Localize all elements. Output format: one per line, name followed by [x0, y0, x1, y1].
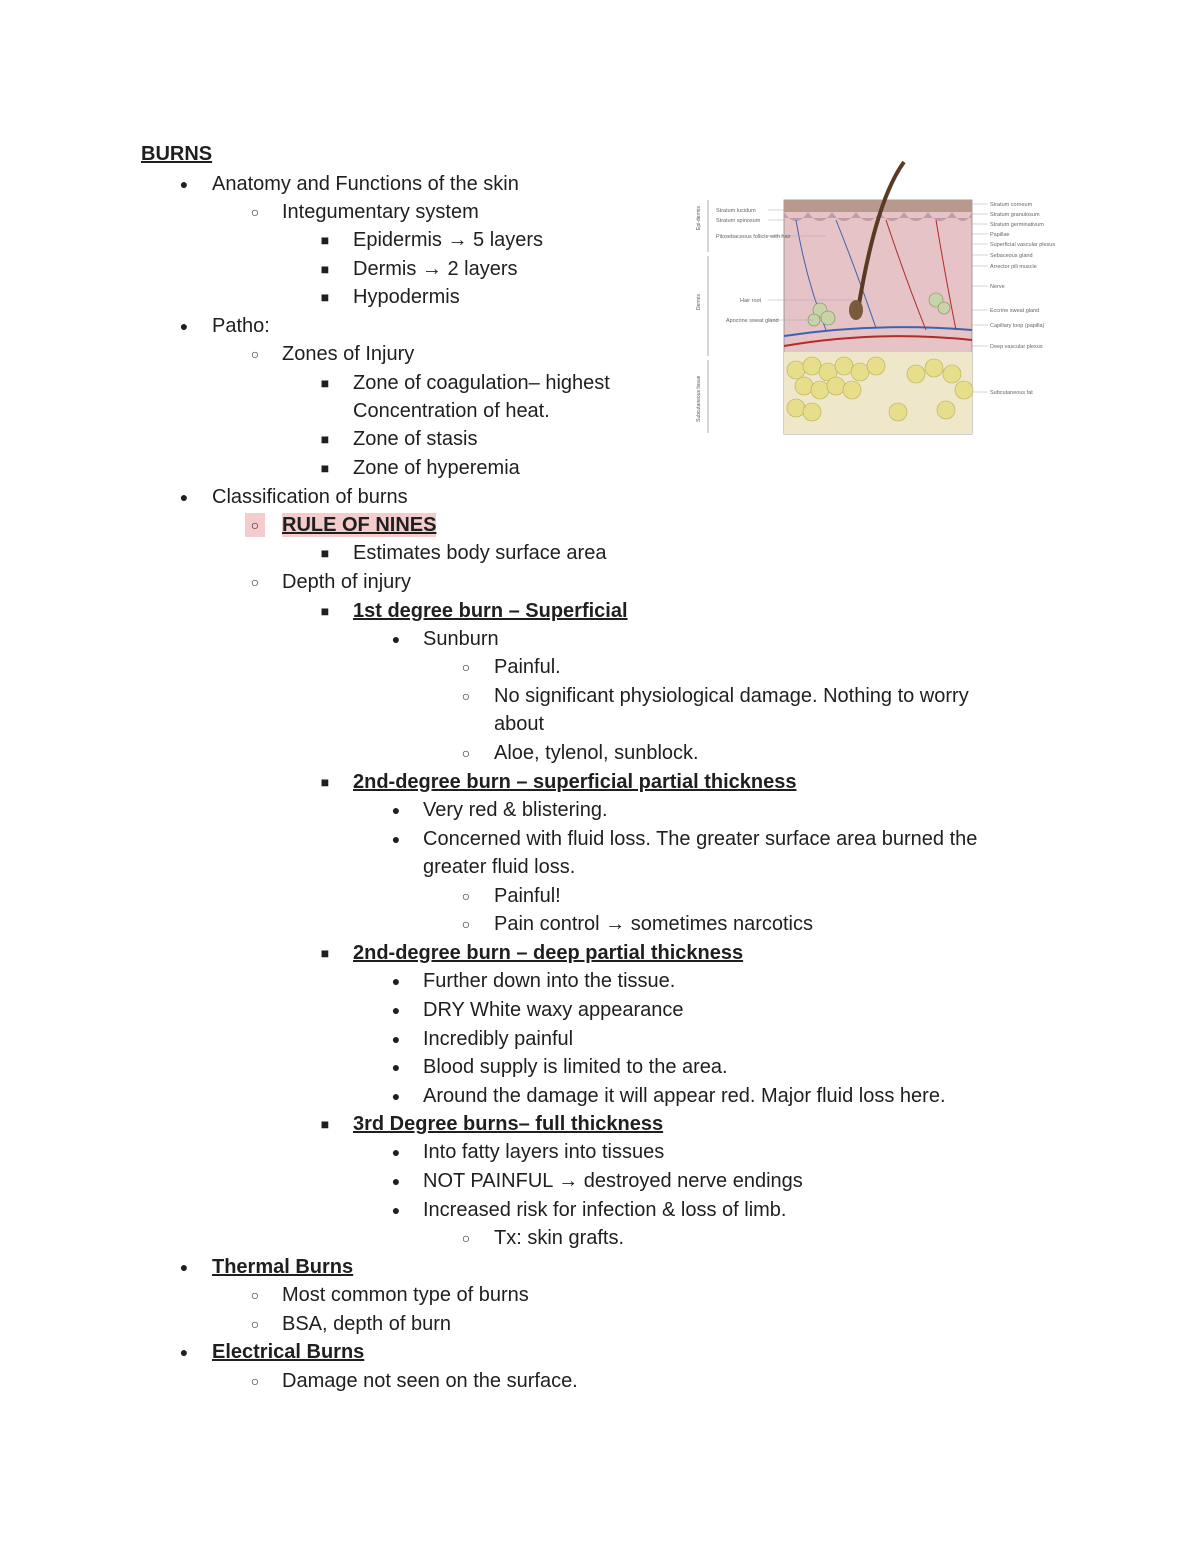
- outline-item: 2nd-degree burn – superficial partial thickness: [353, 771, 797, 793]
- outline-item: Zone of stasis: [353, 428, 478, 450]
- outline-item: Zone of coagulation– highest: [353, 372, 610, 394]
- callout-left-3: Pilosebaceous follicle with hair: [716, 234, 791, 240]
- bullet-marker: ■: [320, 774, 330, 790]
- bullet-marker: ●: [391, 1059, 401, 1075]
- bullet-marker: ■: [320, 261, 330, 277]
- skin-anatomy-figure: [686, 160, 1076, 438]
- bullet-marker: ●: [179, 1344, 189, 1360]
- figure-label-subcutaneous: Subcutaneous tissue: [696, 375, 702, 422]
- outline-item: Incredibly painful: [423, 1028, 574, 1050]
- bullet-marker: ■: [320, 945, 330, 961]
- outline-item: Zone of hyperemia: [353, 457, 520, 479]
- outline-item: Sunburn: [423, 628, 499, 650]
- bullet-marker: ●: [179, 318, 189, 334]
- bullet-marker: ■: [320, 289, 330, 305]
- outline-item: Hypodermis: [353, 286, 460, 308]
- bullet-marker: ○: [461, 888, 471, 904]
- outline-item: RULE OF NINES: [282, 514, 437, 536]
- outline-item: Pain control → sometimes narcotics: [494, 913, 814, 935]
- bullet-marker: ●: [391, 973, 401, 989]
- outline-item: Depth of injury: [282, 571, 411, 593]
- bullet-marker: ○: [461, 745, 471, 761]
- outline-item: Damage not seen on the surface.: [282, 1370, 578, 1392]
- bullet-marker: ○: [250, 1287, 260, 1303]
- callout-right-12: Subcutaneous fat: [990, 390, 1033, 396]
- page-title: BURNS: [141, 143, 213, 165]
- outline-item: Most common type of burns: [282, 1284, 529, 1306]
- callout-right-8: Nerve: [990, 284, 1005, 290]
- bullet-marker: ●: [391, 1144, 401, 1160]
- figure-label-dermis: Dermis: [696, 294, 702, 310]
- bullet-marker: ●: [391, 631, 401, 647]
- bullet-marker: ○: [250, 1373, 260, 1389]
- outline-item: about: [494, 713, 545, 735]
- callout-right-7: Arrector pili muscle: [990, 264, 1037, 270]
- bullet-marker: ●: [179, 176, 189, 192]
- callout-right-9: Eccrine sweat gland: [990, 308, 1040, 314]
- callout-left-4: Hair root: [740, 298, 762, 304]
- bullet-marker: ○: [461, 916, 471, 932]
- bullet-marker: ■: [320, 375, 330, 391]
- bullet-marker: ■: [320, 460, 330, 476]
- outline-item: Classification of burns: [212, 486, 408, 508]
- bullet-marker: ○: [461, 688, 471, 704]
- outline-item: DRY White waxy appearance: [423, 999, 684, 1021]
- bullet-marker: ●: [179, 1259, 189, 1275]
- outline-item: Epidermis → 5 layers: [353, 229, 544, 251]
- outline-item: Painful!: [494, 885, 561, 907]
- bullet-marker: ●: [391, 1088, 401, 1104]
- callout-left-1: Stratum lucidum: [716, 208, 756, 214]
- bullet-marker: ●: [391, 1031, 401, 1047]
- bullet-marker: ■: [320, 1116, 330, 1132]
- outline-item: Estimates body surface area: [353, 542, 607, 564]
- bullet-marker: ○: [250, 574, 260, 590]
- bullet-marker: ■: [320, 431, 330, 447]
- outline-item: Tx: skin grafts.: [494, 1227, 625, 1249]
- bullet-marker: ●: [391, 831, 401, 847]
- outline-item: Increased risk for infection & loss of limb.: [423, 1199, 787, 1221]
- outline-item: No significant physiological damage. Nothing to worry: [494, 685, 969, 707]
- outline-item: Integumentary system: [282, 201, 479, 223]
- bullet-marker: ■: [320, 232, 330, 248]
- outline-item: Aloe, tylenol, sunblock.: [494, 742, 699, 764]
- outline-item: NOT PAINFUL → destroyed nerve endings: [423, 1170, 803, 1192]
- callout-left-5: Apocrine sweat gland: [726, 318, 779, 324]
- bullet-marker: ○: [461, 659, 471, 675]
- outline-item: Further down into the tissue.: [423, 970, 676, 992]
- bullet-marker: ○: [250, 204, 260, 220]
- bullet-marker: ●: [391, 1173, 401, 1189]
- callout-right-1: Stratum corneum: [990, 202, 1033, 208]
- outline-item: Into fatty layers into tissues: [423, 1141, 665, 1163]
- callout-right-2: Stratum granulosum: [990, 212, 1040, 218]
- outline-item: greater fluid loss.: [423, 856, 576, 878]
- outline-item: Electrical Burns: [212, 1341, 365, 1363]
- figure-label-epidermis: Epi-dermis: [696, 206, 702, 230]
- bullet-marker: ○: [461, 1230, 471, 1246]
- callout-right-11: Deep vascular plexus: [990, 344, 1043, 350]
- outline-item: Very red & blistering.: [423, 799, 608, 821]
- outline-item: 3rd Degree burns– full thickness: [353, 1113, 664, 1135]
- bullet-marker: ■: [320, 545, 330, 561]
- callout-right-5: Superficial vascular plexus: [990, 242, 1056, 248]
- outline-item: 2nd-degree burn – deep partial thickness: [353, 942, 744, 964]
- outline-item: Dermis → 2 layers: [353, 258, 518, 280]
- outline-item: Patho:: [212, 315, 270, 337]
- callout-left-2: Stratum spinosum: [716, 218, 761, 224]
- outline-item: Painful.: [494, 656, 561, 678]
- outline-item: 1st degree burn – Superficial: [353, 600, 628, 622]
- outline-item: Zones of Injury: [282, 343, 415, 365]
- outline-item: Around the damage it will appear red. Major fluid loss here.: [423, 1085, 946, 1107]
- outline-item: Blood supply is limited to the area.: [423, 1056, 728, 1078]
- bullet-marker: ○: [250, 1316, 260, 1332]
- outline-item: BSA, depth of burn: [282, 1313, 452, 1335]
- outline-item: Anatomy and Functions of the skin: [212, 173, 519, 195]
- bullet-marker: ●: [391, 1002, 401, 1018]
- bullet-marker: ●: [391, 1202, 401, 1218]
- callout-right-4: Papillae: [990, 232, 1010, 238]
- outline-item: Concentration of heat.: [353, 400, 550, 422]
- outline-item: Thermal Burns: [212, 1256, 354, 1278]
- callout-right-3: Stratum germinativum: [990, 222, 1044, 228]
- bullet-marker: ●: [391, 802, 401, 818]
- bullet-marker: ○: [245, 513, 265, 537]
- bullet-marker: ○: [250, 346, 260, 362]
- callout-right-6: Sebaceous gland: [990, 253, 1033, 259]
- bullet-marker: ■: [320, 603, 330, 619]
- callout-right-10: Capillary loop (papilla): [990, 323, 1045, 329]
- bullet-marker: ●: [179, 489, 189, 505]
- outline-item: Concerned with fluid loss. The greater surface area burned the: [423, 828, 978, 850]
